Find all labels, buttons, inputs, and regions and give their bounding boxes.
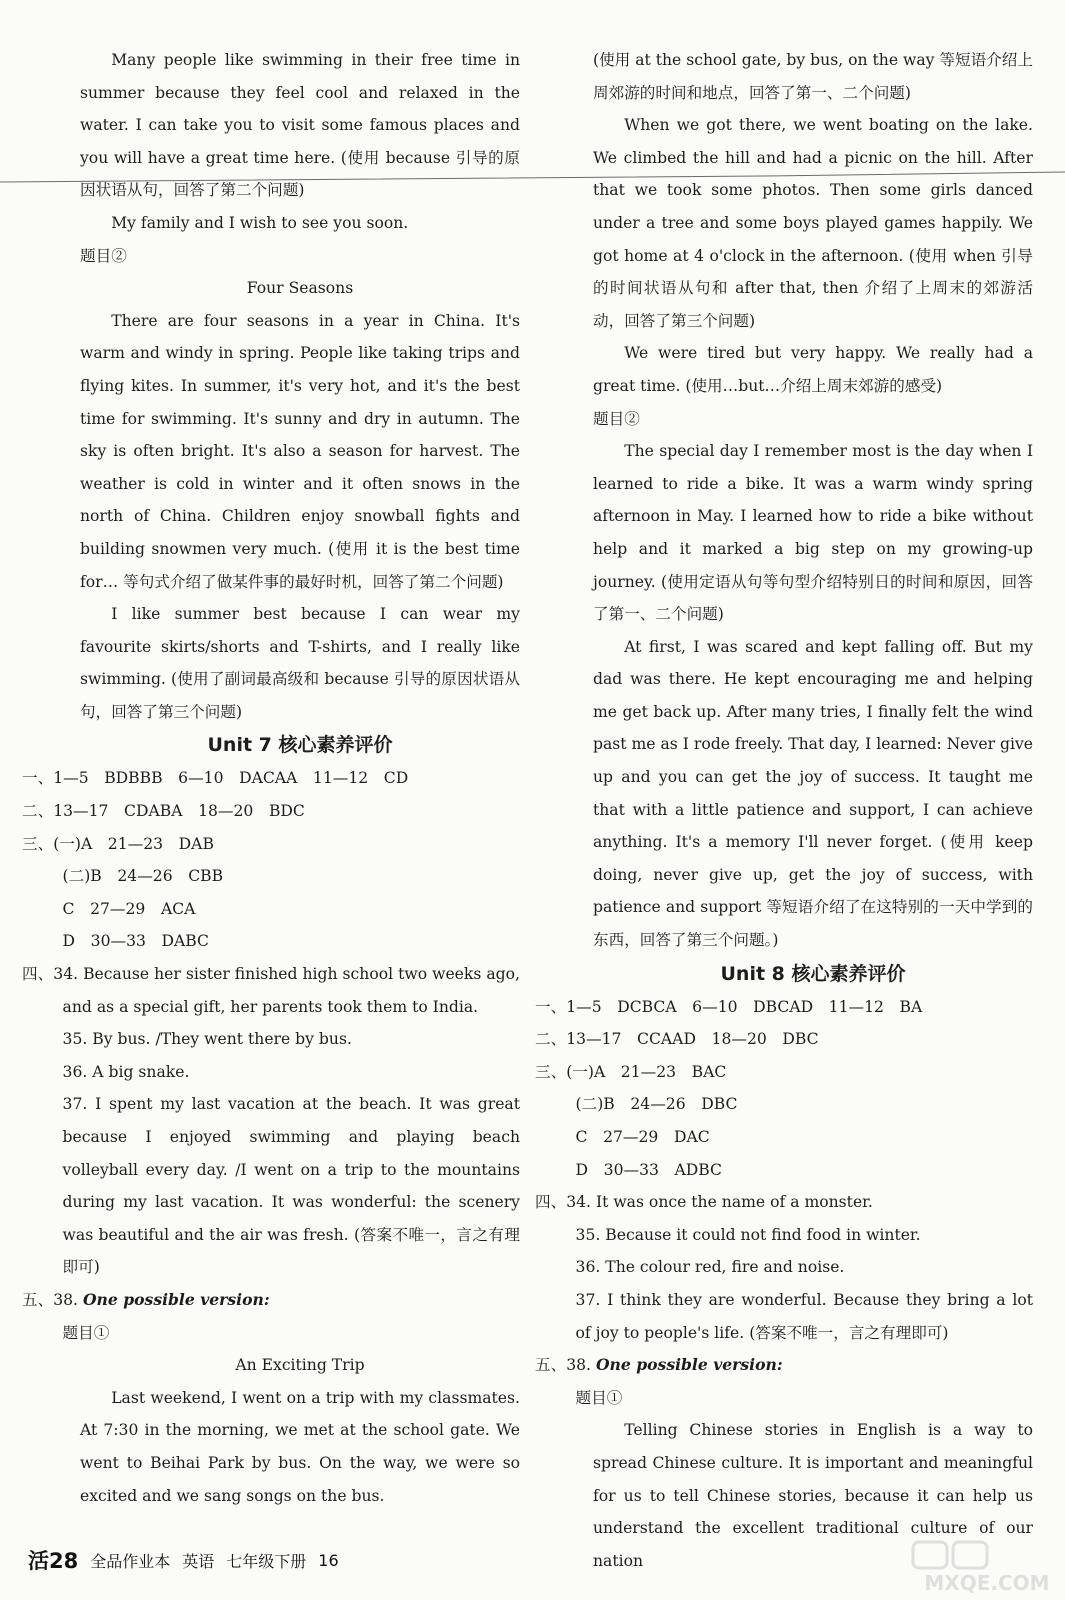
unit7-heading: Unit 7 核心素养评价	[207, 734, 393, 757]
unit7-q36: 36. A big snake.	[62, 1062, 190, 1081]
subject-name: 英语	[182, 1551, 215, 1571]
page-badge: 活28	[28, 1549, 79, 1573]
unit8-heading: Unit 8 核心素养评价	[720, 962, 906, 985]
left-paragraph-1: Many people like swimming in their free time in summer because they feel cool and relaxed in the water. I can take you to visit some famous places and you will have a great time here. (使用 because 引导的原因状语从句，回答了第二个问题)	[80, 51, 520, 200]
unit7-q35: 35. By bus. /They went there by bus.	[62, 1030, 352, 1049]
unit7-q37: 37. I spent my last vacation at the beach. It was great because I enjoyed swimming and playing beach volleyball every day. /I went on a trip to the mountains during my last vacation. It was wonderful: the scenery was beautiful and the air was fresh. (答案不唯一，言之有理即可)	[62, 1095, 520, 1277]
unit7-essay-paragraph: Last weekend, I went on a trip with my classmates. At 7:30 in the morning, we met at the school gate. We went to Beihai Park by bus. On the way, we were so excited and we sang songs on the bus.	[80, 1388, 520, 1505]
unit7-answer-row: (二)B 24—26 CBB	[62, 867, 224, 886]
unit7-answer-row: 一、1—5 BDBBB 6—10 DACAA 11—12 CD	[22, 769, 409, 788]
unit8-q35: 35. Because it could not find food in winter.	[575, 1225, 921, 1244]
left-column	[22, 44, 520, 1512]
unit8-q37: 37. I think they are wonderful. Because they bring a lot of joy to people's life. (答案不唯一，言之有理即可)	[575, 1290, 1033, 1342]
left-paragraph-3: There are four seasons in a year in China. It's warm and windy in spring. People like taking trips and flying kites. In summer, it's very hot, and it's the best time for swimming. It's sunny and dry in autumn. The sky is often bright. It's also a season for harvest. The weather is cold in winter and it often snows in the north of China. Children enjoy snowball fights and building snowmen very much. (使用 it is the best time for… 等句式介绍了做某件事的最好时机，回答了第二个问题)	[80, 311, 520, 591]
book-name: 全品作业本	[90, 1551, 171, 1571]
watermark-text: MXQE.COM	[924, 1571, 1050, 1595]
unit7-answer-row: C 27—29 ACA	[62, 899, 196, 918]
unit8-topic1-label: 题目①	[575, 1388, 623, 1407]
unit7-topic1-label: 题目①	[62, 1323, 110, 1342]
unit8-q38	[535, 1349, 1033, 1382]
right-paragraph-4: The special day I remember most is the day when I learned to ride a bike. It was a warm windy spring afternoon in May. I learned how to ride a bike without help and it marked a big step on my growing-up journey. (使用定语从句等句型介绍特别日的时间和原因，回答了第一、二个问题)	[593, 442, 1033, 624]
unit8-answer-row: D 30—33 ADBC	[575, 1160, 722, 1179]
unit8-answer-row: 一、1—5 DCBCA 6—10 DBCAD 11—12 BA	[535, 997, 923, 1016]
right-paragraph-3: We were tired but very happy. We really had a great time. (使用…but…介绍上周末郊游的感受)	[593, 344, 1033, 395]
unit8-answer-row: C 27—29 DAC	[575, 1128, 710, 1146]
unit7-answers	[22, 762, 520, 1349]
grade-name: 七年级下册	[226, 1551, 307, 1571]
watermark-logo	[907, 1538, 1057, 1596]
unit7-answer-row: 三、(一)A 21—23 DAB	[22, 834, 214, 853]
page-footer	[28, 1546, 351, 1574]
unit8-q38-label: One possible version:	[595, 1355, 783, 1375]
unit8-answer-row: (二)B 24—26 DBC	[575, 1095, 738, 1114]
left-topic2-label: 题目②	[80, 246, 127, 265]
page-number: 16	[318, 1550, 339, 1570]
right-topic2-label: 题目②	[593, 409, 640, 428]
right-paragraph-1: (使用 at the school gate, by bus, on the way 等短语介绍上周郊游的时间和地点，回答了第一、二个问题)	[593, 51, 1033, 102]
unit8-q38-prefix: 五、38.	[535, 1356, 591, 1375]
unit8-essay-paragraph: Telling Chinese stories in English is a way to spread Chinese culture. It is important and meaningful for us to tell Chinese stories, because it can help us understand the excellent traditional culture of our nation	[593, 1421, 1033, 1570]
unit8-answer-row: 三、(一)A 21—23 BAC	[535, 1062, 727, 1081]
unit7-q38-label: One possible version:	[82, 1289, 270, 1309]
unit7-q34: 四、34. Because her sister finished high school two weeks ago, and as a special gift, her parents took them to India.	[22, 965, 520, 1016]
unit8-answers	[535, 991, 1033, 1415]
left-paragraph-2: My family and I wish to see you soon.	[111, 213, 409, 232]
unit8-q34: 四、34. It was once the name of a monster.	[535, 1193, 873, 1212]
right-paragraph-5: At first, I was scared and kept falling off. But my dad was there. He kept encouraging me and helping me get back up. After many tries, I finally felt the wind past me as I rode freely. That day, I learned: Never give up and you can get the joy of success. It taught me that with a little patience and support, I can achieve anything. It's a memory I'll never forget. (使用 keep doing, never give up, get the joy of success, with patience and support 等短语介绍了在这特别的一天中学到的东西，回答了第三个问题。)	[593, 637, 1033, 950]
essay-title-exciting-trip: An Exciting Trip	[235, 1356, 365, 1375]
unit8-q36: 36. The colour red, fire and noise.	[575, 1258, 845, 1277]
unit7-q38-prefix: 五、38.	[22, 1290, 78, 1309]
right-column	[535, 44, 1033, 1577]
essay-title-four-seasons: Four Seasons	[246, 279, 354, 298]
unit7-answer-row: D 30—33 DABC	[62, 932, 209, 951]
right-paragraph-2: When we got there, we went boating on the lake. We climbed the hill and had a picnic on the hill. After that we took some photos. Then some girls danced under a tree and some boys played games happily. We got home at 4 o'clock in the afternoon. (使用 when 引导的时间状语从句和 after that, then 介绍了上周末的郊游活动，回答了第三个问题)	[593, 116, 1033, 330]
unit7-answer-row: 二、13—17 CDABA 18—20 BDC	[22, 802, 305, 821]
unit7-q38	[22, 1284, 520, 1317]
left-paragraph-4: I like summer best because I can wear my favourite skirts/shorts and T-shirts, and I really like swimming. (使用了副词最高级和 because 引导的原因状语从句，回答了第三个问题)	[80, 605, 520, 721]
unit8-answer-row: 二、13—17 CCAAD 18—20 DBC	[535, 1030, 819, 1049]
